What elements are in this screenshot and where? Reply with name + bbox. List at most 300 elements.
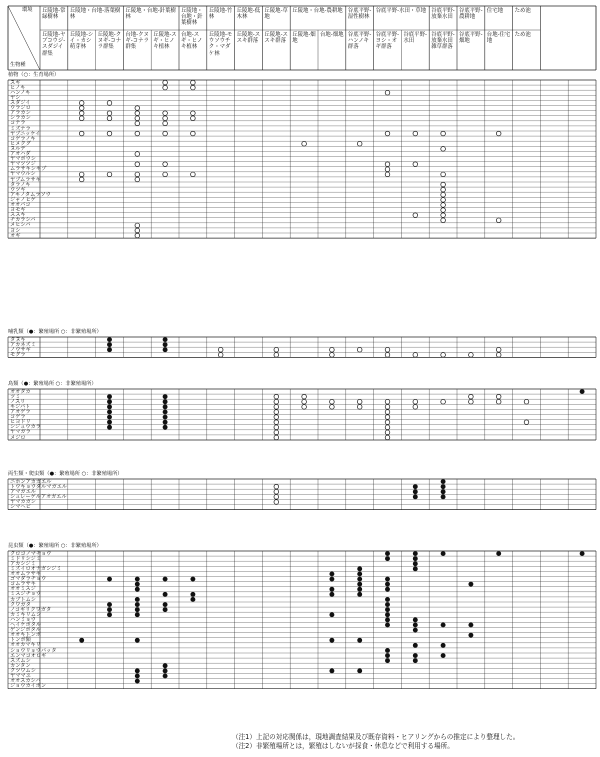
breeding-mark <box>107 425 111 429</box>
habitat-mark <box>107 116 112 121</box>
species-name-2-0: オオタカ <box>10 388 31 395</box>
breeding-mark <box>330 572 334 576</box>
section-title-4: 昆虫類（●：繁殖場所 ○：非繁殖場所） <box>8 543 102 549</box>
habitat-mark <box>163 121 168 126</box>
species-name-4-4: オオムラサキ <box>10 571 41 577</box>
breeding-mark <box>358 577 362 581</box>
breeding-mark <box>135 674 139 678</box>
header-group-9: 谷底平野-水田・草地 <box>375 8 427 14</box>
habitat-mark <box>413 405 418 410</box>
header-sub-3-0: 台地-スギ・ヒノキ植林 <box>181 32 203 51</box>
species-name-4-0: クロコノマチョウ <box>10 550 52 557</box>
species-name-1-1: アカネズミ <box>10 341 36 348</box>
breeding-mark <box>163 348 167 352</box>
habitat-mark <box>357 347 362 352</box>
habitat-mark <box>385 353 390 358</box>
habitat-mark <box>79 131 84 136</box>
habitat-mark <box>135 121 140 126</box>
habitat-mark <box>218 353 223 358</box>
breeding-mark <box>330 669 334 673</box>
habitat-mark <box>413 399 418 404</box>
breeding-mark <box>441 653 445 657</box>
habitat-mark <box>469 394 474 399</box>
breeding-mark <box>413 659 417 663</box>
breeding-mark <box>135 613 139 617</box>
habitat-mark <box>385 420 390 425</box>
habitat-mark <box>107 111 112 116</box>
header-sub-8-0: 谷底平野-ハンノキ群落 <box>347 32 372 51</box>
habitat-mark <box>496 347 501 352</box>
note-1: （注1）上記の対応関係は，現地調査結果及び既存資料・ヒアリングからの推定により整理した。 <box>232 733 520 741</box>
breeding-mark <box>580 551 584 555</box>
breeding-mark <box>135 582 139 586</box>
habitat-mark <box>163 162 168 167</box>
breeding-mark <box>385 659 389 663</box>
species-name-4-7: オオミスジ <box>10 586 36 593</box>
habitat-mark <box>441 131 446 136</box>
breeding-mark <box>358 587 362 591</box>
header-group-3: 丘陵地・台地・針葉樹林 <box>181 8 203 27</box>
species-name-4-14: ヘイケボタル <box>10 622 42 628</box>
species-name-2-7: シジュウカラ <box>10 424 41 431</box>
habitat-mark <box>163 111 168 116</box>
breeding-mark <box>107 337 111 341</box>
breeding-mark <box>385 587 389 591</box>
species-name-0-11: コゲラノキ <box>10 135 36 142</box>
breeding-mark <box>163 405 167 409</box>
breeding-mark <box>413 485 417 489</box>
breeding-mark <box>385 602 389 606</box>
habitat-mark <box>274 394 279 399</box>
species-name-3-3: シュレーゲルアオガエル <box>10 493 67 500</box>
species-name-4-22: カンタン <box>10 662 31 669</box>
habitat-mark <box>496 399 501 404</box>
header-group-11: 谷底平野-農耕地 <box>459 8 483 21</box>
habitat-mark <box>79 177 84 182</box>
header-group-1: 丘陵地・台地-落葉樹林 <box>69 8 121 21</box>
header-sub-2-1: 丘陵地-スギ・ヒノキ植林 <box>153 32 177 51</box>
habitat-mark <box>385 399 390 404</box>
breeding-mark <box>385 653 389 657</box>
species-name-0-8: コナラ <box>10 120 26 127</box>
habitat-mark <box>274 405 279 410</box>
habitat-mark <box>163 80 168 85</box>
breeding-mark <box>107 343 111 347</box>
species-name-2-8: ヤマガラ <box>10 429 31 436</box>
species-name-0-18: ヤマウルシ <box>10 171 36 178</box>
breeding-mark <box>358 567 362 571</box>
habitat-mark <box>191 172 196 177</box>
breeding-mark <box>385 618 389 622</box>
habitat-mark <box>274 420 279 425</box>
habitat-mark <box>135 177 140 182</box>
breeding-mark <box>413 551 417 555</box>
habitat-mark <box>441 208 446 213</box>
species-name-4-21: スズムシ <box>10 657 31 664</box>
breeding-mark <box>163 400 167 404</box>
header-sub-2-0: 台地-クヌギ-コナラ群集 <box>125 32 149 51</box>
habitat-mark <box>524 399 529 404</box>
breeding-mark <box>107 602 111 606</box>
habitat-mark <box>191 116 196 121</box>
habitat-mark <box>385 347 390 352</box>
breeding-mark <box>413 557 417 561</box>
species-name-4-6: コムラサキ <box>10 581 36 588</box>
header-group-2: 丘陵地・台地-針葉樹林 <box>125 8 176 21</box>
habitat-mark <box>469 353 474 358</box>
breeding-mark <box>163 415 167 419</box>
breeding-mark <box>413 623 417 627</box>
habitat-mark <box>441 218 446 223</box>
breeding-mark <box>135 602 139 606</box>
breeding-mark <box>413 562 417 566</box>
habitat-mark <box>274 410 279 415</box>
habitat-mark <box>135 116 140 121</box>
habitat-mark <box>274 500 279 505</box>
section-title-1: 哺乳類（●：繁殖場所 ○：非繁殖場所） <box>8 329 102 335</box>
species-name-4-1: ミドリシジミ <box>10 555 41 562</box>
habitat-mark <box>413 213 418 218</box>
habitat-mark <box>107 101 112 106</box>
species-name-2-1: ツミ <box>10 393 21 400</box>
breeding-mark <box>163 664 167 668</box>
header-group-13: ため池 <box>514 8 531 14</box>
breeding-mark <box>107 613 111 617</box>
habitat-mark <box>274 435 279 440</box>
breeding-mark <box>441 623 445 627</box>
habitat-mark <box>191 85 196 90</box>
species-name-4-25: オオスカシバ <box>10 678 41 685</box>
breeding-mark <box>107 400 111 404</box>
breeding-mark <box>330 613 334 617</box>
habitat-mark <box>107 131 112 136</box>
breeding-mark <box>163 343 167 347</box>
species-name-2-3: キジバト <box>10 403 31 410</box>
breeding-mark <box>469 633 473 637</box>
species-name-4-12: カミキリムシ <box>10 611 42 618</box>
species-name-1-3: モグラ <box>10 351 26 358</box>
breeding-mark <box>358 592 362 596</box>
breeding-mark <box>163 669 167 673</box>
species-name-1-2: ノウサギ <box>10 346 31 353</box>
header-group-5: 丘陵地-低木林 <box>236 8 261 21</box>
species-name-0-27: チカラシバ <box>10 217 36 224</box>
breeding-mark <box>385 613 389 617</box>
breeding-mark <box>385 597 389 601</box>
breeding-mark <box>469 582 473 586</box>
habitat-mark <box>496 353 501 358</box>
header-sub-6-0: 丘陵地-ススキ群落 <box>264 32 288 45</box>
header-sub-7-0: 丘陵地-畑地 <box>292 32 316 45</box>
species-name-0-7: シラカシ <box>10 115 31 122</box>
habitat-mark <box>330 353 335 358</box>
habitat-mark <box>441 353 446 358</box>
habitat-mark <box>496 394 501 399</box>
breeding-mark <box>163 395 167 399</box>
breeding-mark <box>385 557 389 561</box>
habitat-mark <box>357 141 362 146</box>
breeding-mark <box>107 420 111 424</box>
species-name-4-18: オオカマキリ <box>10 642 41 649</box>
habitat-mark <box>163 131 168 136</box>
header-sub-5-0: 丘陵地-ススキ群落 <box>236 32 261 45</box>
habitat-mark <box>496 218 501 223</box>
header-group-12: 住宅地 <box>486 8 503 14</box>
breeding-mark <box>135 669 139 673</box>
habitat-mark <box>191 131 196 136</box>
header-sub-10-0: 谷底平野-放棄水田雑草群落 <box>431 32 455 51</box>
breeding-mark <box>163 608 167 612</box>
habitat-mark <box>330 347 335 352</box>
species-name-0-30: オギ <box>10 232 21 239</box>
breeding-mark <box>107 410 111 414</box>
species-name-4-20: エンマコオロギ <box>10 652 47 659</box>
breeding-mark <box>497 551 501 555</box>
habitat-mark <box>302 405 307 410</box>
breeding-mark <box>441 495 445 499</box>
species-name-0-28: メヒシバ <box>10 222 31 229</box>
breeding-mark <box>191 592 195 596</box>
habitat-mark <box>385 435 390 440</box>
habitat-mark <box>79 106 84 111</box>
species-name-2-6: ヒヨドリ <box>10 419 31 426</box>
species-name-4-10: クワガタ <box>10 601 31 608</box>
habitat-mark <box>274 353 279 358</box>
section-title-0: 植物（○：生育場所） <box>8 72 60 78</box>
species-name-4-23: クツワムシ <box>10 667 36 674</box>
species-name-0-29: ヨシ <box>10 227 21 234</box>
header-sub-12-0: 台地-住宅地 <box>486 32 511 45</box>
habitat-mark <box>135 228 140 233</box>
habitat-mark <box>274 425 279 430</box>
species-name-0-1: ヒノキ <box>10 84 26 91</box>
breeding-mark <box>107 405 111 409</box>
habitat-mark <box>441 192 446 197</box>
habitat-mark <box>385 410 390 415</box>
habitat-mark <box>441 172 446 177</box>
habitat-mark <box>274 415 279 420</box>
header-group-10: 谷底平野-放棄水田 <box>431 8 455 21</box>
habitat-mark <box>441 198 446 203</box>
breeding-mark <box>385 648 389 652</box>
species-name-0-16: ヤマツツジ <box>10 161 36 168</box>
habitat-mark <box>163 172 168 177</box>
breeding-mark <box>441 490 445 494</box>
breeding-mark <box>385 608 389 612</box>
breeding-mark <box>385 623 389 627</box>
habitat-mark <box>330 399 335 404</box>
habitat-mark <box>135 106 140 111</box>
species-name-0-6: アラカシ <box>10 110 31 117</box>
species-name-4-2: アカシジミ <box>10 560 36 567</box>
habitat-mark <box>441 213 446 218</box>
section-title-2: 鳥類（●：繁殖場所 ○：非繁殖場所） <box>8 381 97 387</box>
habitat-mark <box>413 162 418 167</box>
habitat-mark <box>274 430 279 435</box>
breeding-mark <box>135 597 139 601</box>
header-sub-9-1: 谷底平野-水田 <box>403 32 427 45</box>
header-corner-species: 生物種 <box>10 62 26 68</box>
breeding-mark <box>441 643 445 647</box>
species-name-0-10: ヤブニッケイ <box>10 130 41 137</box>
section-title-3: 両生類・爬虫類（●：繁殖場所 ○：非繁殖場所） <box>8 471 123 477</box>
species-name-4-9: カブトムシ <box>10 596 36 603</box>
habitat-mark <box>357 399 362 404</box>
species-name-0-20: タラノキ <box>10 181 31 188</box>
species-name-0-21: ウツギ <box>10 186 26 193</box>
breeding-mark <box>135 638 139 642</box>
species-name-3-2: アマガエル <box>10 488 36 495</box>
species-name-0-24: オオバコ <box>10 202 31 208</box>
breeding-mark <box>135 608 139 612</box>
breeding-mark <box>163 425 167 429</box>
habitat-mark <box>135 223 140 228</box>
header-group-0: 丘陵地-常緑樹林 <box>42 8 66 21</box>
habitat-mark <box>441 399 446 404</box>
species-name-4-17: トンボ類 <box>10 637 31 644</box>
habitat-mark <box>218 347 223 352</box>
species-name-4-19: ショウリョウバッタ <box>10 647 57 654</box>
breeding-mark <box>107 395 111 399</box>
species-name-0-17: ムラサキシキブ <box>10 166 47 173</box>
breeding-mark <box>80 638 84 642</box>
habitat-mark <box>302 394 307 399</box>
breeding-mark <box>330 638 334 642</box>
breeding-mark <box>330 577 334 581</box>
breeding-mark <box>163 420 167 424</box>
habitat-mark <box>441 147 446 152</box>
species-name-4-26: ジョウカイボン <box>10 683 47 690</box>
breeding-mark <box>441 485 445 489</box>
header-group-4: 丘陵地-竹林 <box>208 8 233 21</box>
breeding-mark <box>330 592 334 596</box>
breeding-mark <box>191 597 195 601</box>
note-2: （注2）非繁殖場所とは，繁殖はしないが採食・休息などで利用する場所。 <box>232 742 454 750</box>
header-sub-7-1: 台地-畑地 <box>320 32 344 38</box>
breeding-mark <box>413 618 417 622</box>
habitat-mark <box>385 131 390 136</box>
breeding-mark <box>163 592 167 596</box>
breeding-mark <box>580 389 584 393</box>
breeding-mark <box>358 572 362 576</box>
breeding-mark <box>107 608 111 612</box>
species-name-0-4: スダジイ <box>10 100 31 106</box>
breeding-mark <box>441 479 445 483</box>
species-name-0-3: ヤシ <box>10 94 21 101</box>
habitat-mark <box>413 353 418 358</box>
habitat-mark <box>274 495 279 500</box>
breeding-mark <box>413 495 417 499</box>
habitat-mark <box>357 405 362 410</box>
breeding-mark <box>385 551 389 555</box>
habitat-mark <box>79 111 84 116</box>
habitat-mark <box>524 420 529 425</box>
breeding-mark <box>469 623 473 627</box>
species-name-4-8: ミスジチョウ <box>10 591 41 598</box>
header-sub-1-1: 丘陵地-クヌギ-コナラ群集 <box>97 32 122 51</box>
species-name-2-4: アオゲラ <box>10 409 31 415</box>
habitat-mark <box>191 111 196 116</box>
breeding-mark <box>163 410 167 414</box>
header-group-8: 谷底平野-湿性樹林 <box>347 8 372 21</box>
habitat-mark <box>274 399 279 404</box>
habitat-mark <box>107 172 112 177</box>
species-name-2-2: ノスリ <box>10 398 26 405</box>
habitat-mark <box>79 172 84 177</box>
species-name-1-0: タヌキ <box>10 336 26 343</box>
habitat-mark <box>385 425 390 430</box>
header-sub-1-0: 丘陵地-シイ・カシ萌芽林 <box>69 32 94 51</box>
breeding-mark <box>358 582 362 586</box>
habitat-mark <box>385 415 390 420</box>
header-corner-environment: 環境 <box>22 7 33 13</box>
habitat-mark <box>135 233 140 238</box>
species-name-0-0: スギ <box>10 79 21 86</box>
breeding-mark <box>413 628 417 632</box>
species-name-0-12: ヒメクグ <box>10 140 31 147</box>
breeding-mark <box>135 679 139 683</box>
breeding-mark <box>413 567 417 571</box>
breeding-mark <box>441 551 445 555</box>
breeding-mark <box>413 653 417 657</box>
habitat-mark <box>441 187 446 192</box>
species-name-0-25: ヨモギ <box>10 207 26 214</box>
habitat-mark <box>274 489 279 494</box>
header-group-6: 丘陵地-草地 <box>264 8 288 21</box>
habitat-mark <box>163 116 168 121</box>
breeding-mark <box>163 602 167 606</box>
species-name-2-9: メジロ <box>10 434 26 441</box>
habitat-mark <box>302 399 307 404</box>
species-name-2-5: コゲラ <box>10 414 26 421</box>
habitat-mark <box>330 405 335 410</box>
habitat-mark <box>274 347 279 352</box>
habitat-mark <box>135 131 140 136</box>
breeding-mark <box>413 490 417 494</box>
habitat-mark <box>274 484 279 489</box>
breeding-mark <box>107 577 111 581</box>
habitat-mark <box>385 167 390 172</box>
species-name-0-22: アキノタムラソウ <box>10 191 51 198</box>
header-group-7: 丘陵地・台地-農耕地 <box>292 8 343 14</box>
species-name-0-9: ミズナラ <box>10 125 31 132</box>
species-name-4-13: ハンミョウ <box>10 616 36 623</box>
habitat-mark <box>496 131 501 136</box>
species-name-3-4: ヤマカガシ <box>10 499 36 505</box>
habitat-mark <box>135 111 140 116</box>
breeding-mark <box>107 348 111 352</box>
breeding-mark <box>135 577 139 581</box>
species-name-0-19: ヤブムラサキ <box>10 176 41 183</box>
breeding-mark <box>163 577 167 581</box>
breeding-mark <box>358 638 362 642</box>
habitat-mark <box>441 203 446 208</box>
species-name-4-5: ゴマダラチョウ <box>10 576 47 583</box>
breeding-mark <box>163 337 167 341</box>
habitat-mark <box>135 162 140 167</box>
species-name-3-0: ニホンアカガエル <box>10 478 52 485</box>
habitat-mark <box>385 430 390 435</box>
habitat-mark <box>79 116 84 121</box>
breeding-mark <box>385 582 389 586</box>
breeding-mark <box>135 587 139 591</box>
species-name-3-5: シマヘビ <box>10 504 31 511</box>
species-name-0-23: ジャノヒゲ <box>10 196 36 203</box>
habitat-mark <box>191 80 196 85</box>
header-sub-4-0: 丘陵地-モウソウチク・マダケ林 <box>208 32 233 57</box>
species-name-4-15: ゲンジボタル <box>10 627 41 634</box>
breeding-mark <box>385 577 389 581</box>
